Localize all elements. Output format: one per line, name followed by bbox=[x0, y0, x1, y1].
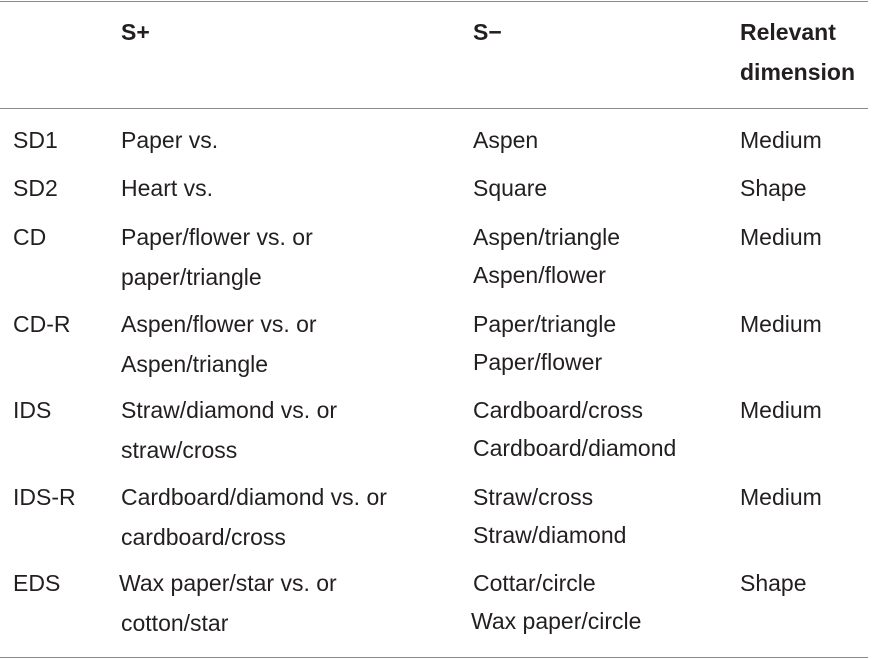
header-s-minus: S− bbox=[473, 19, 502, 45]
s-minus-cell: Aspen bbox=[473, 127, 539, 153]
s-minus-cell-line1: Paper/triangle bbox=[473, 311, 617, 337]
s-minus-cell: Square bbox=[473, 175, 548, 201]
s-minus-cell-line2: Aspen/flower bbox=[473, 262, 606, 288]
dimension-cell: Medium bbox=[740, 127, 822, 153]
s-plus-cell-line1: Straw/diamond vs. or bbox=[121, 397, 338, 423]
dimension-cell: Medium bbox=[740, 311, 822, 337]
row-label: EDS bbox=[13, 570, 61, 596]
top-rule bbox=[0, 1, 868, 2]
s-plus-cell-line2: straw/cross bbox=[121, 437, 238, 463]
s-plus-cell-line1: Wax paper/star vs. or bbox=[119, 570, 337, 596]
dimension-cell: Medium bbox=[740, 224, 822, 250]
row-label: IDS bbox=[13, 397, 52, 423]
header-relevant-dimension-line1: Relevant bbox=[740, 19, 836, 45]
dimension-cell: Shape bbox=[740, 570, 807, 596]
header-s-plus: S+ bbox=[121, 19, 150, 45]
s-minus-cell-line1: Cardboard/cross bbox=[473, 397, 644, 423]
s-minus-cell-line1: Cottar/circle bbox=[473, 570, 596, 596]
s-plus-cell-line2: paper/triangle bbox=[121, 264, 262, 290]
s-minus-cell-line2: Paper/flower bbox=[473, 349, 603, 375]
s-plus-cell-line1: Paper/flower vs. or bbox=[121, 224, 313, 250]
s-minus-cell-line2: Straw/diamond bbox=[473, 522, 627, 548]
row-label: SD2 bbox=[13, 175, 58, 201]
s-plus-cell-line1: Aspen/flower vs. or bbox=[121, 311, 317, 337]
dimension-cell: Medium bbox=[740, 397, 822, 423]
header-relevant-dimension-line2: dimension bbox=[740, 59, 856, 85]
bottom-rule bbox=[0, 657, 868, 658]
s-plus-cell: Heart vs. bbox=[121, 175, 214, 201]
row-label: CD-R bbox=[13, 311, 71, 337]
s-minus-cell-line2: Cardboard/diamond bbox=[473, 435, 677, 461]
row-label: CD bbox=[13, 224, 47, 250]
dimension-cell: Medium bbox=[740, 484, 822, 510]
s-plus-cell: Paper vs. bbox=[121, 127, 219, 153]
s-plus-cell-line2: Aspen/triangle bbox=[121, 351, 269, 377]
row-label: SD1 bbox=[13, 127, 58, 153]
s-minus-cell-line1: Straw/cross bbox=[473, 484, 594, 510]
s-plus-cell-line2: cardboard/cross bbox=[121, 524, 286, 550]
row-label: IDS-R bbox=[13, 484, 76, 510]
s-minus-cell-line1: Aspen/triangle bbox=[473, 224, 621, 250]
header-rule bbox=[0, 108, 868, 109]
s-plus-cell-line2: cotton/star bbox=[121, 610, 229, 636]
dimension-cell: Shape bbox=[740, 175, 807, 201]
s-minus-cell-line2: Wax paper/circle bbox=[471, 608, 642, 634]
s-plus-cell-line1: Cardboard/diamond vs. or bbox=[121, 484, 387, 510]
